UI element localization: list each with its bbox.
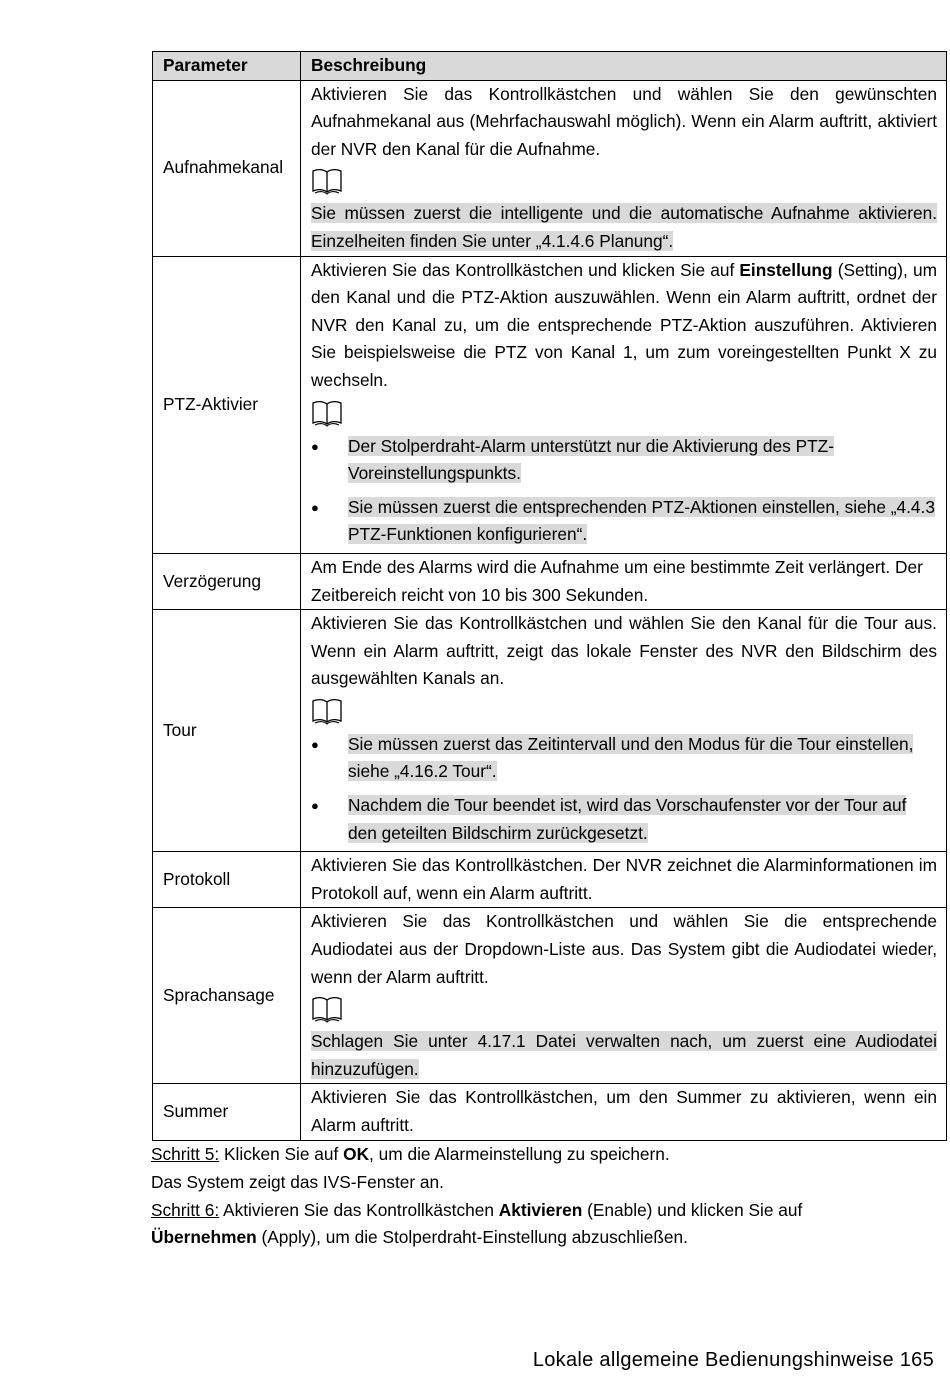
description-cell <box>301 80 947 256</box>
page-footer: Lokale allgemeine Bedienungshinweise 165 <box>532 1349 934 1371</box>
param-cell: Tour <box>153 610 301 852</box>
note-bullet: ● Nachdem die Tour beendet ist, wird das Vorschaufenster vor der Tour auf den geteilten Bildschirm zurückgesetzt. <box>311 792 937 847</box>
table-row <box>153 256 947 553</box>
param-cell: Sprachansage <box>153 908 301 1084</box>
description-text: Aktivieren Sie das Kontrollkästchen und wählen Sie die entsprechende Audiodatei aus der Dropdown-Liste aus. Das System gibt die Audiodatei wieder, wenn der Alarm auftritt. <box>311 911 937 987</box>
param-cell: PTZ-Aktivier <box>153 256 301 553</box>
book-note-icon <box>311 697 343 725</box>
description-cell <box>301 610 947 852</box>
description-text: Aktivieren Sie das Kontrollkästchen und klicken Sie auf Einstellung (Setting), um den Kanal und die PTZ-Aktion auszuwählen. Wenn ein Alarm auftritt, ordnet der NVR den Kanal zu, um die entsprechende PTZ-Aktion auszuführen. Aktivieren Sie beispielsweise die PTZ von Kanal 1, um zum voreingestellten Punkt X zu wechseln. <box>311 259 937 390</box>
note-text: Schlagen Sie unter 4.17.1 Datei verwalten nach, um zuerst eine Audiodatei hinzuzufügen. <box>311 1031 937 1079</box>
parameter-table <box>152 51 947 1141</box>
description-cell <box>301 852 947 908</box>
table-header-row <box>153 52 947 81</box>
table-row <box>153 908 947 1084</box>
note-bullet: ● Sie müssen zuerst das Zeitintervall und den Modus für die Tour einstellen, siehe „4.16.2 Tour“. <box>311 731 937 786</box>
system-line: Das System zeigt das IVS-Fenster an. <box>151 1171 444 1192</box>
description-text: Aktivieren Sie das Kontrollkästchen, um den Summer zu aktivieren, wenn ein Alarm auftritt. <box>311 1087 937 1135</box>
param-cell: Verzögerung <box>153 553 301 609</box>
table-row <box>153 553 947 609</box>
param-cell: Protokoll <box>153 852 301 908</box>
note-bullet: ● Sie müssen zuerst die entsprechenden PTZ-Aktionen einstellen, siehe „4.4.3 PTZ-Funktionen konfigurieren“. <box>311 494 937 549</box>
description-cell <box>301 908 947 1084</box>
description-text: Aktivieren Sie das Kontrollkästchen und wählen Sie den gewünschten Aufnahmekanal aus (Mehrfachauswahl möglich). Wenn ein Alarm auftritt, aktiviert der NVR den Kanal für die Aufnahme. <box>311 83 937 159</box>
note-bullet: ● Der Stolperdraht-Alarm unterstützt nur die Aktivierung des PTZ-Voreinstellungspunkts. <box>311 433 937 488</box>
steps-section <box>151 1141 946 1252</box>
book-note-icon <box>311 167 343 195</box>
param-cell: Summer <box>153 1084 301 1140</box>
header-parameter: Parameter <box>153 52 301 81</box>
book-note-icon <box>311 995 343 1023</box>
table-row <box>153 1084 947 1140</box>
table-row <box>153 80 947 256</box>
param-cell: Aufnahmekanal <box>153 80 301 256</box>
note-text: Sie müssen zuerst die intelligente und die automatische Aufnahme aktivieren. Einzelheiten finden Sie unter „4.1.4.6 Planung“. <box>311 203 937 251</box>
description-text: Aktivieren Sie das Kontrollkästchen. Der NVR zeichnet die Alarminformationen im Protokoll auf, wenn ein Alarm auftritt. <box>311 855 937 903</box>
table-row <box>153 610 947 852</box>
description-cell <box>301 553 947 609</box>
step-5: Schritt 5: Klicken Sie auf OK, um die Alarmeinstellung zu speichern. <box>151 1144 670 1164</box>
book-note-icon <box>311 399 343 427</box>
description-cell <box>301 256 947 553</box>
description-text: Aktivieren Sie das Kontrollkästchen und wählen Sie den Kanal für die Tour aus. Wenn ein Alarm auftritt, zeigt das lokale Fenster des NVR den Bildschirm des ausgewählten Kanals an. <box>311 613 937 689</box>
table-row <box>153 852 947 908</box>
header-description: Beschreibung <box>301 52 947 81</box>
step-6: Schritt 6: Aktivieren Sie das Kontrollkästchen Aktivieren (Enable) und klicken Sie auf Übernehmen (Apply), um die Stolperdraht-Einstellung abzuschließen. <box>151 1199 803 1248</box>
description-text: Am Ende des Alarms wird die Aufnahme um eine bestimmte Zeit verlängert. Der Zeitbereich reicht von 10 bis 300 Sekunden. <box>311 556 923 605</box>
description-cell <box>301 1084 947 1140</box>
